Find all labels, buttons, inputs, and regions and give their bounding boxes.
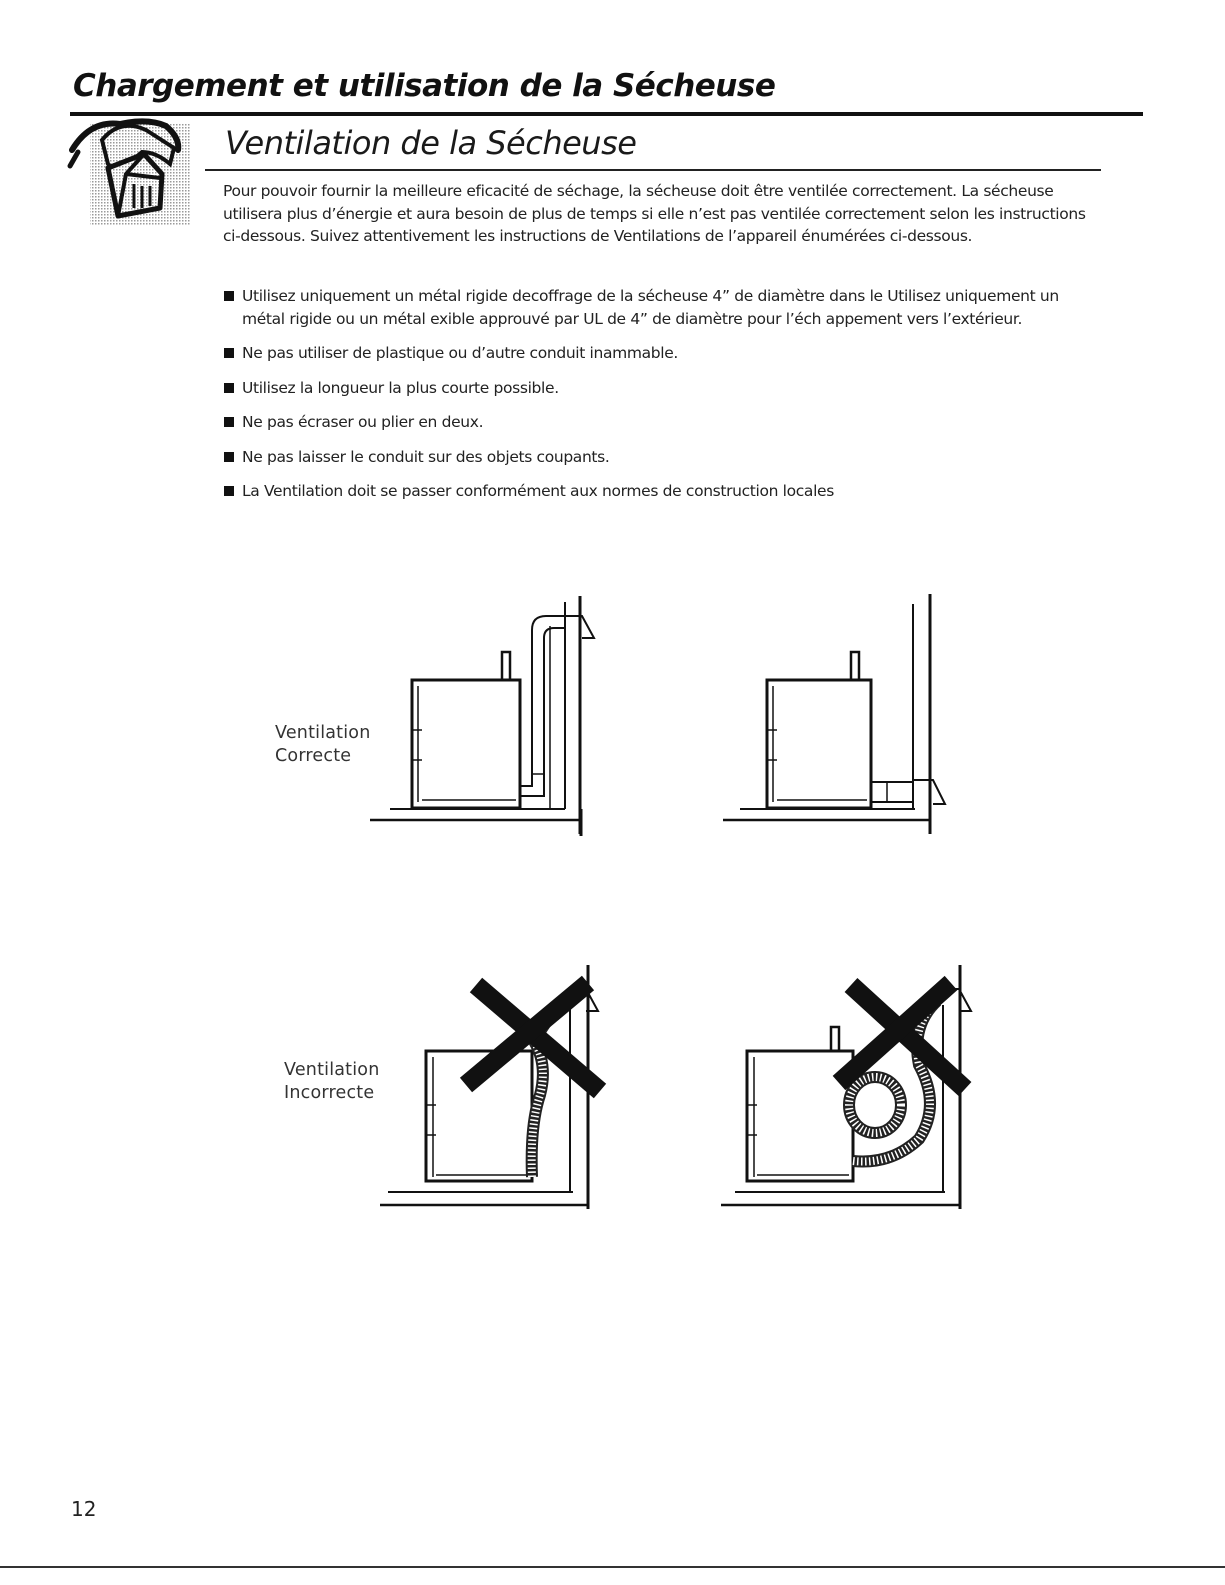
correct-vent-straight-diagram [715,590,960,850]
list-item: Ne pas écraser ou plier en deux. [223,411,1093,434]
page-number: 12 [71,1497,97,1521]
bullet-square-icon [224,348,234,358]
page-title: Chargement et utilisation de la Sécheuse [73,68,776,104]
dryer-vent-icon [62,112,202,230]
incorrect-vent-coiled-diagram [715,955,975,1215]
correct-vent-up-diagram [360,590,600,850]
bottom-rule [0,1566,1225,1568]
section-title: Ventilation de la Sécheuse [225,124,637,162]
list-item: La Ventilation doit se passer conformément aux normes de construction locales [223,480,1093,503]
bullet-square-icon [224,452,234,462]
incorrect-vent-label: Ventilation Incorrecte [284,1060,380,1103]
title-rule [70,112,1143,116]
list-item: Ne pas laisser le conduit sur des objets coupants. [223,446,1093,469]
incorrect-vent-sag-diagram [378,955,618,1215]
bullet-square-icon [224,291,234,301]
section-rule [205,169,1101,171]
list-item: Utilisez uniquement un métal rigide decoffrage de la sécheuse 4” de diamètre dans le Utilisez uniquement un métal rigide ou un métal exible approuvé par UL de 4” de diamètre pour l’éch appement vers l’extérieur. [223,285,1093,330]
bullet-square-icon [224,383,234,393]
list-item: Ne pas utiliser de plastique ou d’autre conduit inammable. [223,342,1093,365]
bullet-square-icon [224,417,234,427]
intro-paragraph: Pour pouvoir fournir la meilleure eficacité de séchage, la sécheuse doit être ventilée correctement. La sécheuse utilisera plus d’énergie et aura besoin de plus de temps si elle n’est pas ventilée correctement selon les instructions ci-dessous. Suivez attentivement les instructions de Ventilations de l’appareil énumérées ci-dessous. [223,182,1086,245]
bullet-square-icon [224,486,234,496]
list-item: Utilisez la longueur la plus courte possible. [223,377,1093,400]
bullet-list [223,285,1093,515]
correct-vent-label: Ventilation Correcte [275,723,371,766]
